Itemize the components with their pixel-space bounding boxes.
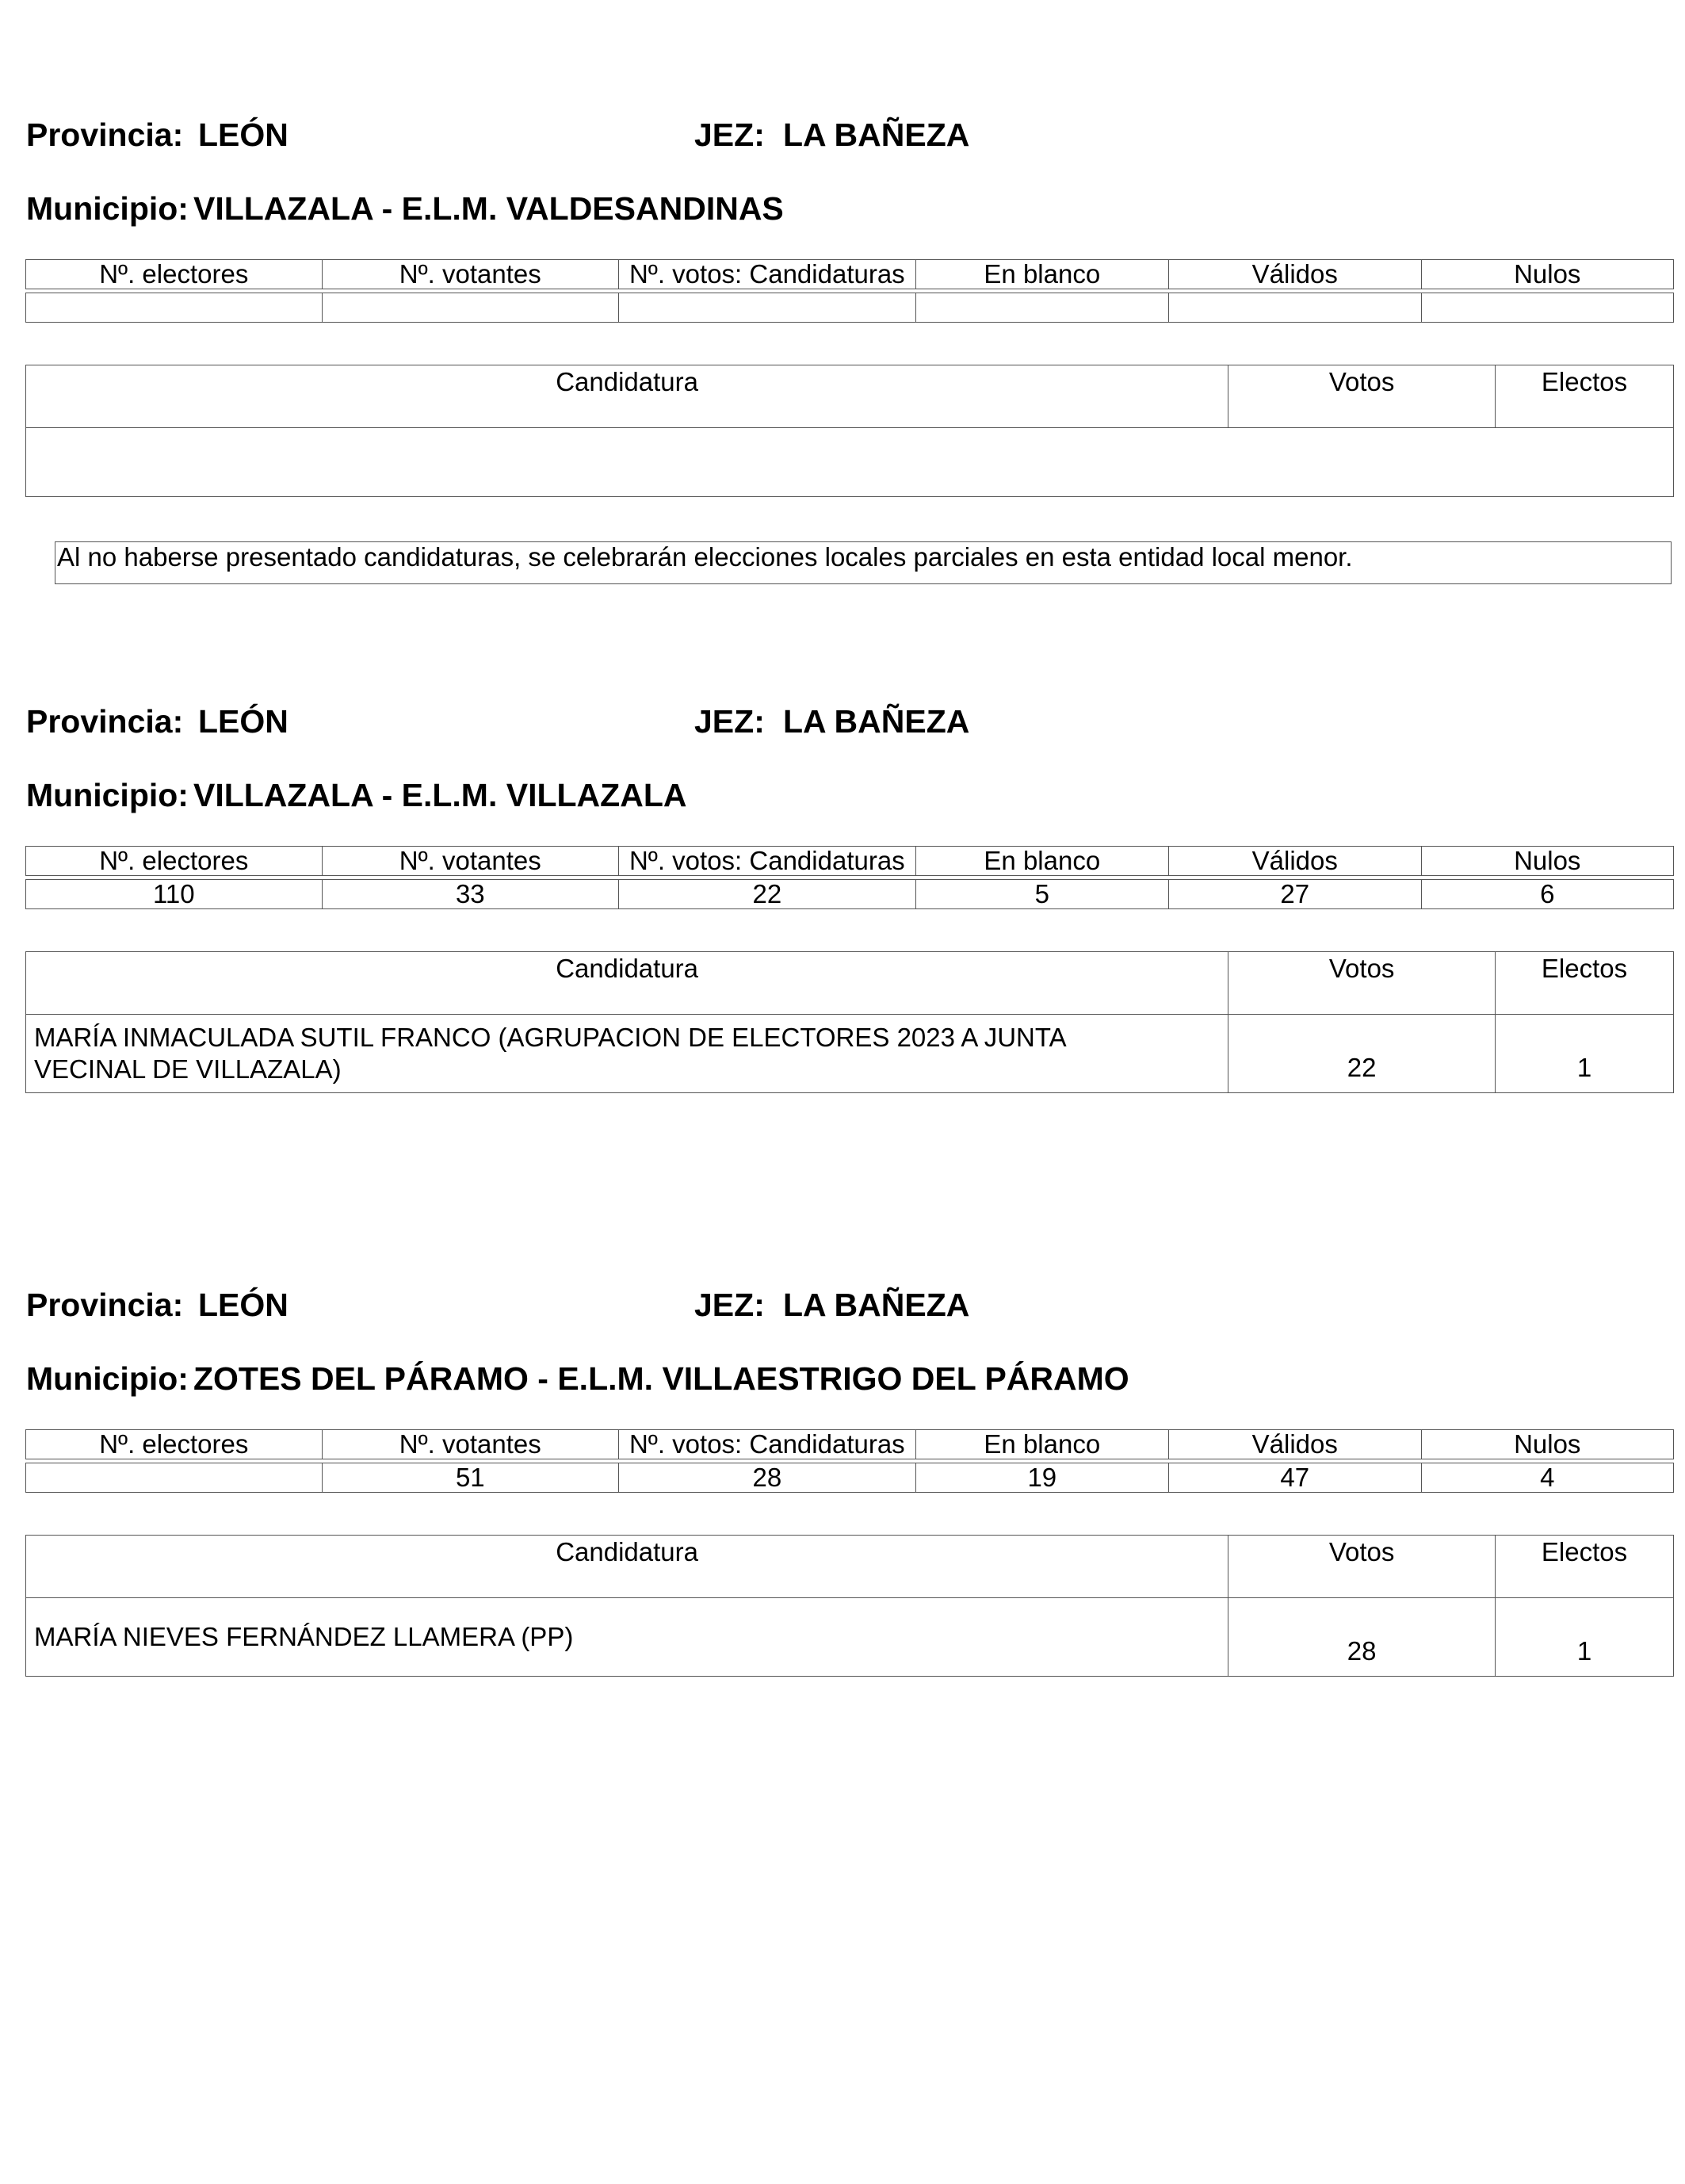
value-validos: 27 bbox=[1169, 880, 1421, 909]
stats-table bbox=[25, 259, 1674, 323]
stats-header-row bbox=[26, 260, 1674, 289]
provincia-value: LEÓN bbox=[198, 703, 288, 740]
header-en-blanco: En blanco bbox=[915, 1430, 1168, 1459]
candidates-header-row bbox=[26, 952, 1674, 1015]
header-validos: Válidos bbox=[1169, 847, 1421, 876]
candidates-header-row bbox=[26, 365, 1674, 428]
candidate-electos: 1 bbox=[1496, 1598, 1674, 1677]
value-validos: 47 bbox=[1169, 1463, 1421, 1493]
header-en-blanco: En blanco bbox=[915, 847, 1168, 876]
header-votos: Votos bbox=[1228, 365, 1496, 428]
stats-values-row bbox=[26, 1463, 1674, 1493]
candidate-name: MARÍA NIEVES FERNÁNDEZ LLAMERA (PP) bbox=[26, 1598, 1228, 1677]
header-votos: Votos bbox=[1228, 1536, 1496, 1598]
header-validos: Válidos bbox=[1169, 260, 1421, 289]
header-nulos: Nulos bbox=[1421, 847, 1674, 876]
municipio-heading bbox=[26, 1360, 1129, 1397]
stats-values-row bbox=[26, 880, 1674, 909]
header-nulos: Nulos bbox=[1421, 1430, 1674, 1459]
provincia-value: LEÓN bbox=[198, 117, 288, 153]
table-row bbox=[26, 1015, 1674, 1093]
municipio-label: Municipio: bbox=[26, 777, 189, 813]
value-votantes: 33 bbox=[322, 880, 619, 909]
jez-value: LA BAÑEZA bbox=[783, 1287, 970, 1323]
empty-candidates-cell bbox=[26, 428, 1674, 497]
stats-table bbox=[25, 846, 1674, 909]
header-votos-candidaturas: Nº. votos: Candidaturas bbox=[619, 1430, 916, 1459]
header-electos: Electos bbox=[1496, 952, 1674, 1015]
municipio-heading bbox=[26, 779, 686, 812]
header-votos-candidaturas: Nº. votos: Candidaturas bbox=[619, 260, 916, 289]
candidates-table bbox=[25, 1535, 1674, 1677]
value-votos-candidaturas: 22 bbox=[619, 880, 916, 909]
section-villaestrigo bbox=[0, 1170, 1685, 1666]
value-electores bbox=[26, 293, 323, 323]
value-nulos: 4 bbox=[1421, 1463, 1674, 1493]
candidate-votos: 22 bbox=[1228, 1015, 1496, 1093]
provincia-label: Provincia: bbox=[26, 703, 184, 740]
jez-label: JEZ: bbox=[694, 1287, 765, 1323]
stats-values-row bbox=[26, 293, 1674, 323]
value-en-blanco: 5 bbox=[915, 880, 1168, 909]
header-electores: Nº. electores bbox=[26, 260, 323, 289]
header-votos: Votos bbox=[1228, 952, 1496, 1015]
municipio-value: ZOTES DEL PÁRAMO - E.L.M. VILLAESTRIGO DEL PÁRAMO bbox=[193, 1360, 1129, 1397]
value-electores: 110 bbox=[26, 880, 323, 909]
stats-header-row bbox=[26, 1430, 1674, 1459]
section-villazala bbox=[0, 587, 1685, 1084]
municipio-heading bbox=[26, 190, 784, 227]
provincia-label: Provincia: bbox=[26, 1287, 184, 1323]
stats-header-row bbox=[26, 847, 1674, 876]
table-row bbox=[26, 1598, 1674, 1677]
provincia-value: LEÓN bbox=[198, 1287, 288, 1323]
value-validos bbox=[1169, 293, 1421, 323]
municipio-value: VILLAZALA - E.L.M. VALDESANDINAS bbox=[193, 190, 784, 227]
value-electores bbox=[26, 1463, 323, 1493]
header-en-blanco: En blanco bbox=[915, 260, 1168, 289]
no-candidates-note: Al no haberse presentado candidaturas, se celebrarán elecciones locales parciales en esta entidad local menor. bbox=[55, 541, 1672, 584]
stats-table bbox=[25, 1429, 1674, 1493]
jez-label: JEZ: bbox=[694, 703, 765, 740]
candidates-header-row bbox=[26, 1536, 1674, 1598]
municipio-label: Municipio: bbox=[26, 190, 189, 227]
municipio-value: VILLAZALA - E.L.M. VILLAZALA bbox=[193, 777, 687, 813]
header-votantes: Nº. votantes bbox=[322, 1430, 619, 1459]
candidate-name: MARÍA INMACULADA SUTIL FRANCO (AGRUPACION DE ELECTORES 2023 A JUNTA VECINAL DE VILLAZALA) bbox=[26, 1015, 1228, 1093]
candidate-votos: 28 bbox=[1228, 1598, 1496, 1677]
header-votos-candidaturas: Nº. votos: Candidaturas bbox=[619, 847, 916, 876]
header-candidatura: Candidatura bbox=[26, 365, 1228, 428]
jez-value: LA BAÑEZA bbox=[783, 117, 970, 153]
value-votos-candidaturas bbox=[619, 293, 916, 323]
header-votantes: Nº. votantes bbox=[322, 260, 619, 289]
header-nulos: Nulos bbox=[1421, 260, 1674, 289]
candidates-table bbox=[25, 365, 1674, 497]
section-valdesandinas bbox=[0, 0, 1685, 572]
header-electores: Nº. electores bbox=[26, 847, 323, 876]
value-nulos: 6 bbox=[1421, 880, 1674, 909]
jez-label: JEZ: bbox=[694, 117, 765, 153]
municipio-label: Municipio: bbox=[26, 1360, 189, 1397]
value-votos-candidaturas: 28 bbox=[619, 1463, 916, 1493]
table-row bbox=[26, 428, 1674, 497]
value-nulos bbox=[1421, 293, 1674, 323]
candidates-table bbox=[25, 951, 1674, 1093]
provincia-label: Provincia: bbox=[26, 117, 184, 153]
header-candidatura: Candidatura bbox=[26, 1536, 1228, 1598]
header-electores: Nº. electores bbox=[26, 1430, 323, 1459]
header-candidatura: Candidatura bbox=[26, 952, 1228, 1015]
value-en-blanco bbox=[915, 293, 1168, 323]
header-validos: Válidos bbox=[1169, 1430, 1421, 1459]
value-en-blanco: 19 bbox=[915, 1463, 1168, 1493]
value-votantes bbox=[322, 293, 619, 323]
header-votantes: Nº. votantes bbox=[322, 847, 619, 876]
value-votantes: 51 bbox=[322, 1463, 619, 1493]
candidate-electos: 1 bbox=[1496, 1015, 1674, 1093]
header-electos: Electos bbox=[1496, 1536, 1674, 1598]
header-electos: Electos bbox=[1496, 365, 1674, 428]
jez-value: LA BAÑEZA bbox=[783, 703, 970, 740]
